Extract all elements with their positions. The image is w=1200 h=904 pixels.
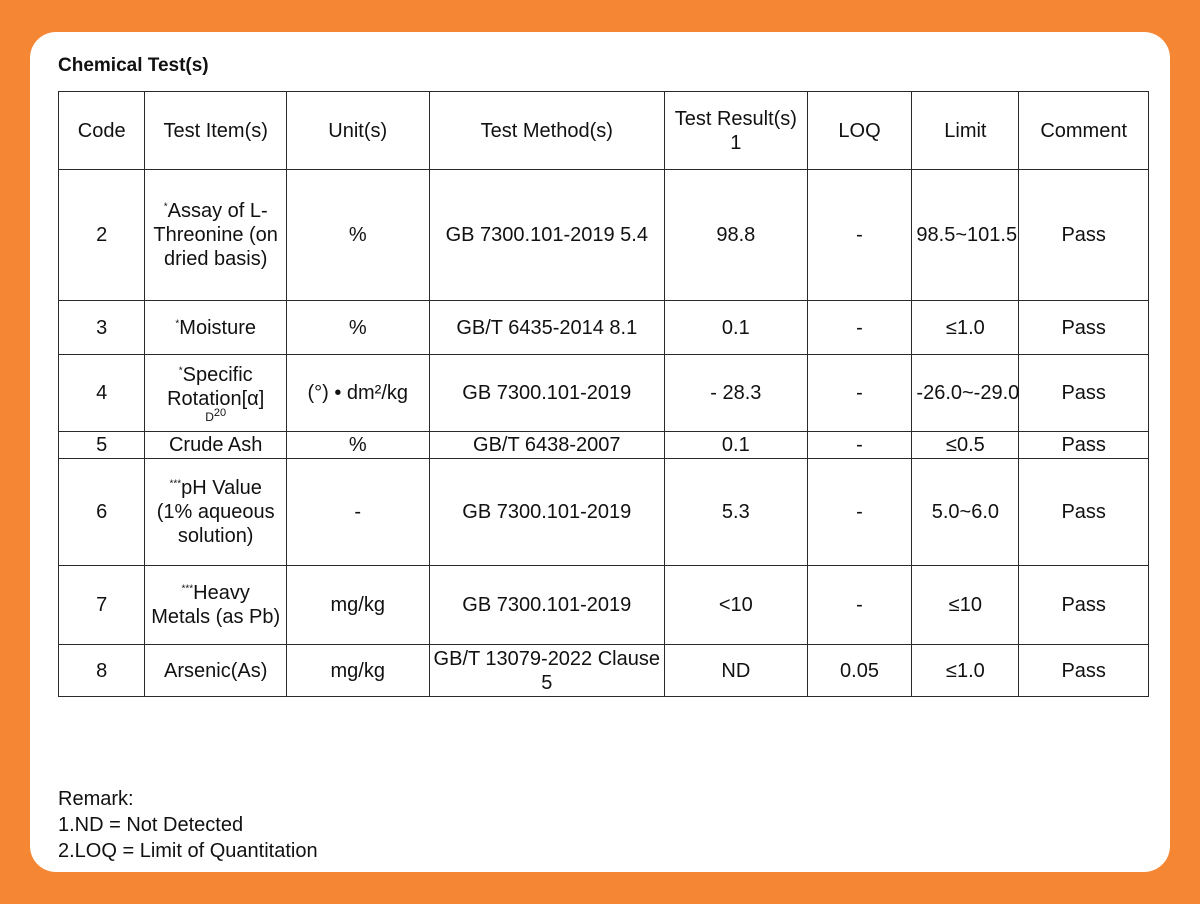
header-code: Code (59, 92, 145, 170)
cell-loq: - (807, 301, 912, 355)
cell-test-result: 0.1 (665, 432, 808, 459)
cell-code: 7 (59, 566, 145, 645)
cell-comment: Pass (1019, 355, 1149, 432)
remark-item: 2.LOQ = Limit of Quantitation (58, 840, 318, 862)
cell-test-item (145, 645, 287, 697)
cell-test-result: <10 (665, 566, 808, 645)
header-comment: Comment (1019, 92, 1149, 170)
item-mark: * (175, 317, 180, 329)
cell-loq: - (807, 170, 912, 301)
cell-code: 4 (59, 355, 145, 432)
cell-test-method: GB/T 6435-2014 8.1 (429, 301, 665, 355)
cell-code: 8 (59, 645, 145, 697)
remark-item: 1.ND = Not Detected (58, 814, 244, 836)
cell-test-result: ND (665, 645, 808, 697)
remarks-title: Remark: (58, 788, 134, 810)
item-text: Specific Rotation[α] (167, 364, 265, 410)
header-test-item: Test Item(s) (145, 92, 287, 170)
cell-test-item (145, 566, 287, 645)
cell-comment: Pass (1019, 170, 1149, 301)
header-unit: Unit(s) (286, 92, 429, 170)
table-row (59, 566, 1149, 645)
cell-test-result: - 28.3 (665, 355, 808, 432)
cell-loq: - (807, 566, 912, 645)
cell-limit: -26.0~-29.0 (912, 355, 1019, 432)
item-text: Assay of L-Threonine (on dried basis) (153, 200, 278, 270)
rotation-sup-20: 20 (213, 407, 227, 419)
header-limit: Limit (912, 92, 1019, 170)
item-text: Moisture (179, 316, 256, 339)
cell-limit: 98.5~101.5 (912, 170, 1019, 301)
chemical-test-table (58, 91, 1149, 697)
cell-test-result: 0.1 (665, 301, 808, 355)
header-test-method: Test Method(s) (429, 92, 665, 170)
cell-code: 2 (59, 170, 145, 301)
rotation-sub-d: D (205, 410, 214, 424)
header-test-result: Test Result(s) 1 (665, 92, 808, 170)
item-text: pH Value (1% aqueous solution) (156, 477, 275, 547)
table-row (59, 459, 1149, 566)
cell-code: 3 (59, 301, 145, 355)
cell-test-method: GB/T 13079-2022 Clause 5 (429, 645, 665, 697)
cell-comment: Pass (1019, 566, 1149, 645)
cell-unit: % (286, 301, 429, 355)
cell-test-result: 5.3 (665, 459, 808, 566)
report-card (30, 32, 1170, 872)
cell-code: 5 (59, 432, 145, 459)
table-row (59, 170, 1149, 301)
cell-unit: - (286, 459, 429, 566)
item-text: Arsenic(As) (164, 659, 268, 682)
cell-code: 6 (59, 459, 145, 566)
cell-comment: Pass (1019, 459, 1149, 566)
cell-test-item (145, 459, 287, 566)
cell-limit: ≤10 (912, 566, 1019, 645)
cell-test-method: GB 7300.101-2019 (429, 355, 665, 432)
cell-test-method: GB 7300.101-2019 (429, 566, 665, 645)
cell-test-method: GB 7300.101-2019 (429, 459, 665, 566)
item-text: Crude Ash (168, 434, 263, 456)
cell-limit: ≤1.0 (912, 301, 1019, 355)
rotation-subscript (149, 407, 282, 424)
header-loq: LOQ (807, 92, 912, 170)
table-row (59, 355, 1149, 432)
cell-limit: ≤0.5 (912, 432, 1019, 459)
cell-unit: % (286, 432, 429, 459)
cell-test-item (145, 432, 287, 459)
cell-comment: Pass (1019, 301, 1149, 355)
cell-loq: 0.05 (807, 645, 912, 697)
table-row (59, 432, 1149, 459)
cell-unit: mg/kg (286, 645, 429, 697)
cell-unit: mg/kg (286, 566, 429, 645)
table-row (59, 301, 1149, 355)
cell-unit: % (286, 170, 429, 301)
cell-limit: 5.0~6.0 (912, 459, 1019, 566)
cell-comment: Pass (1019, 432, 1149, 459)
cell-test-item (145, 170, 287, 301)
item-mark: * (178, 365, 183, 377)
cell-limit: ≤1.0 (912, 645, 1019, 697)
item-text: Heavy Metals (as Pb) (151, 582, 281, 628)
cell-test-method: GB/T 6438-2007 (429, 432, 665, 459)
table-header-row (59, 92, 1149, 170)
item-mark: *** (169, 478, 182, 490)
cell-loq: - (807, 459, 912, 566)
cell-test-method: GB 7300.101-2019 5.4 (429, 170, 665, 301)
cell-test-result: 98.8 (665, 170, 808, 301)
cell-comment: Pass (1019, 645, 1149, 697)
item-mark: * (163, 201, 168, 213)
table-row (59, 645, 1149, 697)
cell-test-item (145, 301, 287, 355)
cell-loq: - (807, 432, 912, 459)
remarks-block (58, 786, 318, 864)
cell-test-item (145, 355, 287, 432)
section-title: Chemical Test(s) (58, 55, 209, 76)
cell-unit: (°) • dm²/kg (286, 355, 429, 432)
item-mark: *** (181, 583, 194, 595)
cell-loq: - (807, 355, 912, 432)
